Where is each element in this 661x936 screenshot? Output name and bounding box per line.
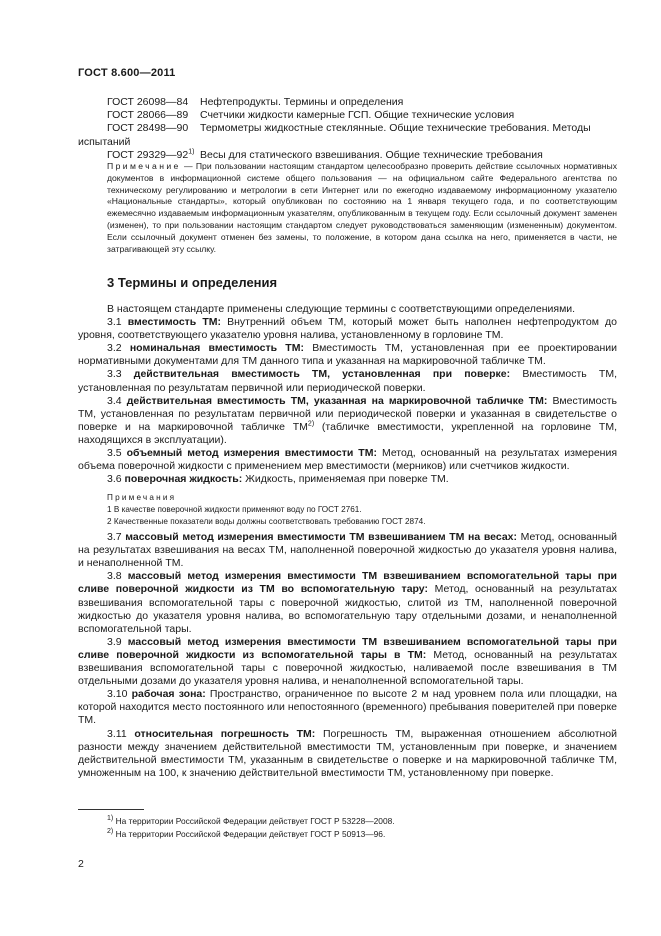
page-header: ГОСТ 8.600—2011 bbox=[78, 67, 176, 79]
term-entry bbox=[78, 728, 617, 780]
term-number: 3.5 bbox=[107, 447, 122, 460]
term-number: 3.8 bbox=[107, 570, 122, 583]
term-number: 3.10 bbox=[107, 688, 128, 701]
reference-text: Нефтепродукты. Термины и определения bbox=[200, 96, 404, 108]
term-number: 3.1 bbox=[107, 316, 122, 329]
reference-text: Весы для статического взвешивания. Общие технические требования bbox=[200, 148, 543, 161]
term-number: 3.11 bbox=[107, 727, 127, 740]
reference-text: Счетчики жидкости камерные ГСП. Общие технические условия bbox=[200, 109, 515, 122]
notes-block bbox=[107, 492, 617, 527]
reference-code: ГОСТ 26098—84 bbox=[107, 96, 189, 108]
terms-body bbox=[78, 303, 617, 780]
term-definition: Метод, основанный на результатах взвешивания вспомогательной тары с поверочной жидкостью, слитой из ТМ, наполненной поверочной жидкостью до указателя уровня налива, во вспомогательную тару отдельными дозами, и ненаполненной вспомогательной тары. bbox=[78, 583, 618, 635]
reference-code: ГОСТ 28498—90 bbox=[107, 122, 189, 135]
term-number: 3.2 bbox=[107, 342, 122, 355]
footnote-item bbox=[107, 828, 395, 841]
term-name: рабочая зона: bbox=[131, 688, 206, 701]
term-definition: Пространство, ограниченное по высоте 2 м над уровнем пола или площадки, на которой находится место постоянного или непостоянного (временного) пребывания поверителей при поверке ТМ. bbox=[78, 688, 617, 727]
note-item: 1 В качестве поверочной жидкости применяют воду по ГОСТ 2761. bbox=[107, 504, 362, 514]
term-name: действительная вместимость ТМ, указанная на маркировочной табличке ТМ: bbox=[126, 394, 548, 407]
section-title: 3 Термины и определения bbox=[107, 275, 278, 290]
page-number: 2 bbox=[78, 858, 84, 870]
term-number: 3.9 bbox=[107, 635, 122, 648]
term-definition: Вместимость ТМ, установленная по результатам первичной или периодической поверки. bbox=[78, 368, 618, 394]
term-name: массовый метод измерения вместимости ТМ взвешиванием ТМ на весах: bbox=[125, 531, 518, 544]
notes-label: Примечания bbox=[107, 493, 177, 503]
footnote-marker: 2) bbox=[307, 420, 315, 428]
term-name: массовый метод измерения вместимости ТМ взвешиванием вспомогательной тары при сливе поверочной жидкости из ТМ во вспомогательную тару: bbox=[78, 570, 617, 596]
footnote-divider bbox=[78, 809, 144, 810]
term-name: относительная погрешность ТМ: bbox=[134, 727, 316, 740]
footnotes bbox=[107, 815, 395, 841]
footnote-item bbox=[107, 815, 395, 828]
term-name: действительная вместимость ТМ, установленная при поверке: bbox=[133, 368, 511, 381]
term-definition: Погрешность ТМ, выраженная отношением абсолютной разности между значением действительной вместимости ТМ, установленным при поверке, и значением действительной вместимости ТМ, указанным в свидетельстве о поверке и на маркировочной табличке ТМ, умноженным на 100, к значению действительной вместимости ТМ, установленному при поверке. bbox=[78, 727, 618, 779]
reference-item bbox=[107, 96, 617, 109]
term-definition: Внутренний объем ТМ, который может быть наполнен нефтепродуктом до уровня, соответствующего указателю уровня налива, установленному в горловине ТМ. bbox=[78, 316, 617, 342]
term-entry bbox=[78, 316, 617, 342]
reference-item bbox=[107, 109, 617, 122]
term-name: номинальная вместимость ТМ: bbox=[129, 342, 304, 355]
term-name: массовый метод измерения вместимости ТМ взвешиванием вспомогательной тары при сливе поверочной жидкости из вспомогательной тары в ТМ: bbox=[78, 635, 617, 661]
term-name: объемный метод измерения вместимости ТМ: bbox=[126, 447, 377, 460]
term-entry bbox=[78, 531, 617, 570]
footnote-text: На территории Российской Федерации действует ГОСТ Р 53228—2008. bbox=[115, 816, 395, 826]
footnote-marker: 2) bbox=[107, 828, 114, 835]
term-entry bbox=[78, 688, 617, 727]
term-entry bbox=[78, 368, 617, 394]
term-entry bbox=[78, 342, 617, 368]
note-item: 2 Качественные показатели воды должны соответствовать требованию ГОСТ 2874. bbox=[107, 516, 426, 526]
note-label: Примечание bbox=[107, 161, 181, 171]
reference-text: Термометры жидкостные стеклянные. Общие технические требования. Методы bbox=[200, 122, 591, 135]
term-name: поверочная жидкость: bbox=[124, 473, 243, 486]
footnote-text: На территории Российской Федерации действует ГОСТ Р 50913—96. bbox=[115, 828, 386, 839]
term-definition: Вместимость ТМ, установленная при ее проектировании нормативными документами для ТМ данного типа и указанная на маркировочной табличке ТМ. bbox=[78, 342, 618, 368]
term-number: 3.6 bbox=[107, 473, 122, 486]
reference-list bbox=[78, 96, 617, 162]
reference-continuation: испытаний bbox=[78, 135, 131, 148]
footnote-marker: 1) bbox=[107, 815, 114, 823]
term-entry bbox=[78, 570, 617, 635]
term-definition: Метод, основанный на результатах взвешивания вспомогательной тары с поверочной жидкостью, наливаемой после взвешивания в ТМ отдельными дозами до указателя уровня налива, и ненаполненной вспомогательной тары. bbox=[78, 648, 618, 688]
intro-paragraph: В настоящем стандарте применены следующие термины с соответствующими определениями. bbox=[107, 303, 576, 315]
reference-item bbox=[107, 122, 617, 135]
term-definition: Метод, основанный на результатах взвешивания на весах ТМ, наполненной поверочной жидкостью до указателя уровня налива, и ненаполненной ТМ. bbox=[78, 531, 618, 570]
term-entry bbox=[78, 395, 617, 447]
note-text: — При пользовании настоящим стандартом целесообразно проверить действие ссылочных нормативных документов в информационной системе общего пользования — на официальном сайте Федерального агентства по техническому регулированию и метрологии в сети Интернет или по ежегодно издаваемому информационному указателю «Национальные стандарты», который опубликован по состоянию на 1 января текущего года, и по соответствующим ежемесячно издаваемым информационным указателям, опубликованным в текущем году. Если ссылочный документ заменен (изменен), то при пользовании настоящим стандартом следует руководствоваться заменяющим (измененным) документом. Если ссылочный документ отменен без замены, то положение, в котором дана ссылка на него, применяется в части, не затрагивающей эту ссылку. bbox=[107, 161, 617, 254]
reference-code: ГОСТ 28066—89 bbox=[107, 109, 189, 122]
term-name: вместимость ТМ: bbox=[127, 316, 221, 329]
term-definition: Метод, основанный на результатах измерения объема поверочной жидкости с применением мер вместимости (мерников) или счетчиков жидкости. bbox=[78, 447, 618, 473]
reference-code-text: ГОСТ 29329—92 bbox=[107, 148, 189, 161]
note-paragraph bbox=[107, 161, 617, 255]
term-number: 3.3 bbox=[107, 368, 122, 381]
term-entry bbox=[78, 473, 617, 486]
term-entry bbox=[78, 636, 617, 688]
term-definition: Жидкость, применяемая при поверке ТМ. bbox=[245, 473, 449, 486]
term-entry bbox=[78, 447, 617, 473]
term-definition-cont: (табличке вместимости, укрепленной на горловине ТМ, находящихся в эксплуатации). bbox=[78, 420, 617, 446]
footnote-marker: 1) bbox=[188, 148, 195, 156]
term-definition: Вместимость ТМ, установленная по результатам первичной или периодической поверки и указанная в свидетельстве о поверке и на маркировочной табличке ТМ bbox=[78, 394, 617, 433]
term-number: 3.4 bbox=[107, 394, 122, 407]
term-number: 3.7 bbox=[107, 531, 122, 544]
